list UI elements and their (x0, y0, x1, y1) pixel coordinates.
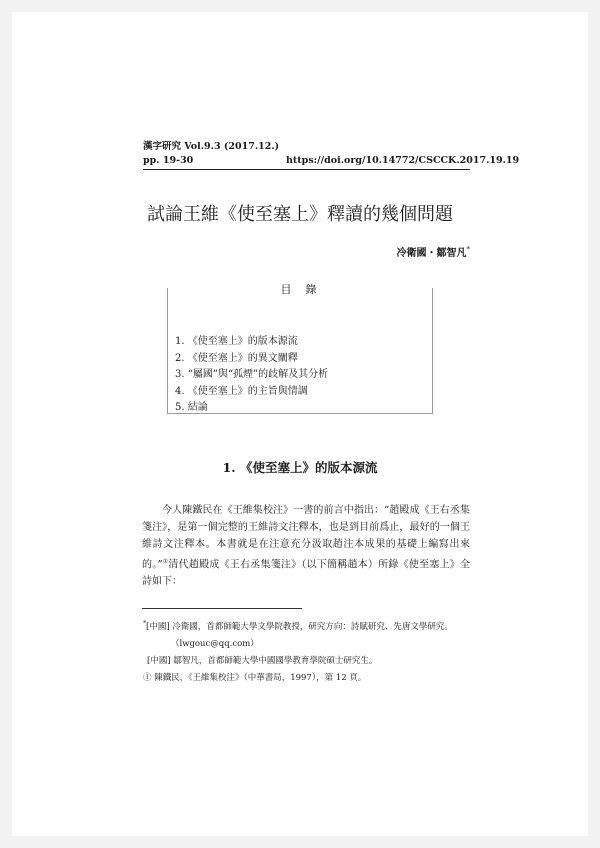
page-range: pp. 19-30 (143, 155, 194, 166)
authors: 冷衛國・鄒智凡 (396, 248, 467, 259)
toc-item[interactable]: 4. 《使至塞上》的主旨與情調 (175, 385, 308, 397)
toc-item[interactable]: 5. 結論 (175, 402, 208, 413)
toc-list (175, 334, 328, 417)
author-footnote-mark: * (466, 245, 470, 254)
section-heading: 1. 《使至塞上》的版本源流 (222, 460, 378, 475)
footnotes (143, 615, 483, 687)
header-rule (143, 169, 470, 170)
toc-item[interactable]: 1. 《使至塞上》的版本源流 (175, 336, 298, 347)
paper-title: 試論王維《使至塞上》釋讀的幾個問題 (147, 204, 453, 225)
footnote-author1: *[中國] 冷衛國，首都師範大學文學院教授，研究方向：詩賦研究、先唐文學研究。 (143, 620, 453, 632)
toc-item[interactable]: 3. “屬國”與“孤煙”的歧解及其分析 (175, 369, 329, 380)
doi-link[interactable]: https://doi.org/10.14772/CSCCK.2017.19.19 (286, 155, 520, 166)
paper-page (12, 12, 588, 836)
body-paragraph: 今人陳鐵民在《王維集校注》一書的前言中指出：“趙殿成《王右丞集箋注》，是第一個完整的王維詩文注釋本，也是到目前爲止，最好的一個王維詩文注釋本。本書就是在注意充分汲取趙注本成果的基礎上編寫出來的。”①清代趙殿成《王右丞集箋注》（以下簡稱趙本）所錄《使至塞上》全詩如下： (142, 505, 470, 588)
footnote-email[interactable]: （lwgouc@qq.com） (171, 638, 259, 649)
journal-info: 漢字研究 Vol.9.3 (2017.12.) (143, 141, 280, 152)
toc-title: 目錄 (280, 283, 331, 296)
footnote-ref: ① (162, 558, 169, 565)
toc-item[interactable]: 2. 《使至塞上》的異文闡釋 (175, 352, 298, 364)
author-line (312, 244, 470, 259)
footnote-1: ① 陳鐵民，《王維集校注》（中華書局，1997），第 12 頁。 (143, 672, 367, 683)
footnote-author2: [中國] 鄒智凡，首都師範大學中國國學教育學院碩士研究生。 (147, 655, 378, 666)
body-text (142, 502, 470, 590)
footnote-rule (142, 608, 302, 609)
